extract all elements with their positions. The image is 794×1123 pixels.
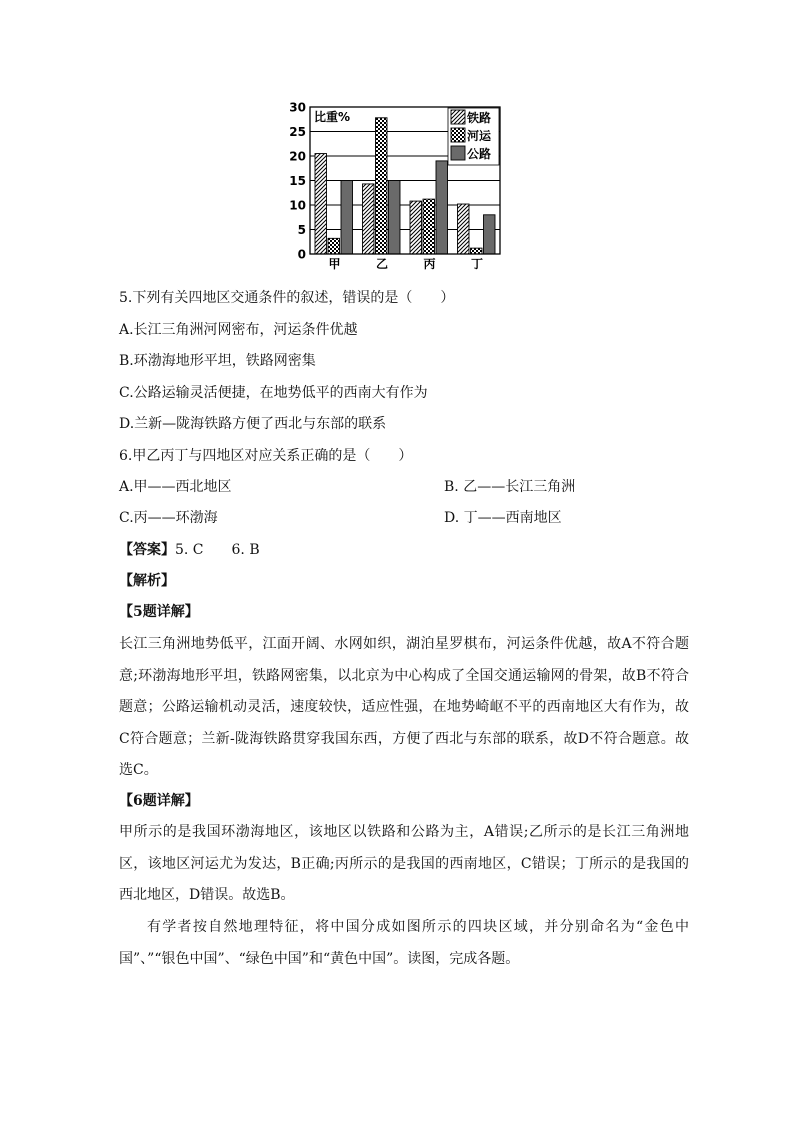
y-axis-label: 比重% [314,110,351,124]
x-tick-label: 丙 [423,257,436,271]
y-tick-label: 5 [297,223,306,237]
bar-河运-甲 [328,238,340,254]
q5-option-c[interactable]: C.公路运输灵活便捷，在地势低平的西南大有作为 [119,385,428,401]
bar-公路-丁 [484,215,496,254]
bar-铁路-丁 [458,204,470,254]
q6-stem: 6.甲乙丙丁与四地区对应关系正确的是（ ） [119,448,413,464]
intro-paragraph: 有学者按自然地理特征，将中国分成如图所示的四块区域，并分别命名为“金色中国”、”“银色中国”、“绿色中国”和“黄色中国”。读图，完成各题。 [119,919,689,967]
legend-label: 铁路 [467,111,492,125]
q6-option-d[interactable]: D. 丁——西南地区 [444,510,562,526]
detail6-label: 【6题详解】 [119,793,199,809]
answer-label: 【答案】 [119,542,175,558]
bar-铁路-丙 [410,201,422,254]
y-axis-ticks [289,101,306,262]
bar-河运-乙 [376,118,388,254]
analysis-label: 【解析】 [119,573,175,589]
legend-label: 河运 [467,129,492,143]
bar-河运-丁 [471,248,483,254]
legend-swatch-铁路 [451,110,465,124]
legend-label: 公路 [467,147,492,161]
bar-公路-甲 [341,181,353,255]
q5-option-b[interactable]: B.环渤海地形平坦，铁路网密集 [119,353,316,369]
bar-河运-丙 [423,199,435,254]
q6-option-a[interactable]: A.甲——西北地区 [119,479,232,495]
y-tick-label: 25 [289,125,306,139]
q5-option-a[interactable]: A.长江三角洲河网密布，河运条件优越 [119,322,358,338]
answer-text: 5. C 6. B [175,542,260,558]
x-axis-ticks [328,256,483,271]
bar-公路-丙 [436,161,448,254]
x-tick-label: 乙 [375,257,389,271]
q6-option-b[interactable]: B. 乙——长江三角洲 [444,479,576,495]
detail5-text: 长江三角洲地势低平，江面开阔、水网如织，湖泊星罗棋布，河运条件优越，故A不符合题意;环渤海地形平坦，铁路网密集，以北京为中心构成了全国交通运输网的骨架，故B不符合题意；公路运输机动灵活，速度较快，适应性强，在地势崎岖不平的西南地区大有作为，故C符合题意；兰新-陇海铁路贯穿我国东西，方便了西北与东部的联系，故D不符合题意。故选C。 [119,636,689,778]
legend-swatch-河运 [451,128,465,142]
q5-option-d[interactable]: D.兰新—陇海铁路方便了西北与东部的联系 [119,416,387,432]
y-tick-label: 10 [289,198,306,213]
q5-stem: 5.下列有关四地区交通条件的叙述，错误的是（ ） [119,290,455,306]
q6-option-c[interactable]: C.丙——环渤海 [119,510,218,526]
legend-swatch-公路 [451,146,465,160]
detail6-text: 甲所示的是我国环渤海地区，该地区以铁路和公路为主，A错误;乙所示的是长江三角洲地区，该地区河运尤为发达，B正确;丙所示的是我国的西南地区，C错误；丁所示的是我国的西北地区，D错误。故选B。 [119,824,689,903]
y-tick-label: 15 [289,174,306,188]
y-tick-label: 30 [289,100,306,115]
y-tick-label: 0 [297,247,306,262]
bar-铁路-乙 [363,184,375,254]
bar-铁路-甲 [315,154,327,254]
bar-公路-乙 [389,181,401,255]
transport-share-bar-chart [282,100,514,272]
answer-line [119,540,260,560]
detail5-label: 【5题详解】 [119,604,199,620]
x-tick-label: 甲 [328,257,341,271]
chart-legend [448,108,499,165]
y-tick-label: 20 [289,149,306,164]
x-tick-label: 丁 [470,257,484,271]
